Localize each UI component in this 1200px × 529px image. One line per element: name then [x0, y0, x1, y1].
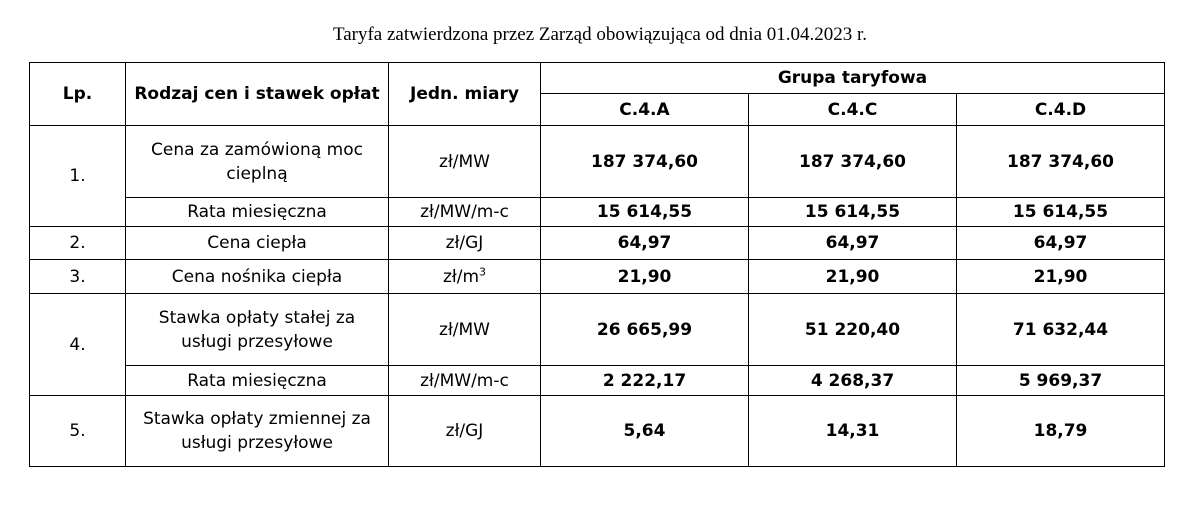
header-grupa-taryfowa: Grupa taryfowa: [541, 63, 1165, 94]
row-value-c4c: 64,97: [749, 227, 957, 260]
row-unit-exponent: 3: [479, 264, 487, 278]
row-name: Cena za zamówioną moc cieplną: [126, 126, 389, 198]
row-name: Rata miesięczna: [126, 366, 389, 396]
row-lp: 3.: [30, 260, 126, 294]
row-name: Cena nośnika ciepła: [126, 260, 389, 294]
row-value-c4c: 51 220,40: [749, 294, 957, 366]
row-unit-base: zł/m: [442, 266, 480, 287]
row-value-c4d: 64,97: [957, 227, 1165, 260]
row-value-c4a: 187 374,60: [541, 126, 749, 198]
row-unit: [389, 260, 541, 294]
row-unit: zł/GJ: [389, 227, 541, 260]
row-value-c4d: 187 374,60: [957, 126, 1165, 198]
row-value-c4d: 15 614,55: [957, 198, 1165, 227]
row-name: Stawka opłaty zmiennej za usługi przesyłowe: [126, 396, 389, 467]
table-row: [30, 366, 1165, 396]
row-unit: zł/MW/m-c: [389, 366, 541, 396]
header-row: [30, 63, 1165, 94]
header-group-c4d: C.4.D: [957, 94, 1165, 126]
row-lp: 5.: [30, 396, 126, 467]
row-lp: 2.: [30, 227, 126, 260]
row-value-c4d: 21,90: [957, 260, 1165, 294]
row-value-c4a: 2 222,17: [541, 366, 749, 396]
row-value-c4d: 18,79: [957, 396, 1165, 467]
header-group-c4a: C.4.A: [541, 94, 749, 126]
table-row: [30, 260, 1165, 294]
row-value-c4c: 14,31: [749, 396, 957, 467]
row-unit: zł/MW: [389, 126, 541, 198]
row-lp: 4.: [30, 294, 126, 396]
row-value-c4a: 64,97: [541, 227, 749, 260]
row-value-c4a: 21,90: [541, 260, 749, 294]
row-value-c4a: 15 614,55: [541, 198, 749, 227]
document-title: Taryfa zatwierdzona przez Zarząd obowiązująca od dnia 01.04.2023 r.: [332, 24, 868, 45]
table-row: [30, 126, 1165, 198]
header-rodzaj: Rodzaj cen i stawek opłat: [126, 63, 389, 126]
header-lp: Lp.: [30, 63, 126, 126]
row-lp: 1.: [30, 126, 126, 227]
row-name: Cena ciepła: [126, 227, 389, 260]
row-value-c4a: 5,64: [541, 396, 749, 467]
row-value-c4d: 71 632,44: [957, 294, 1165, 366]
table-row: [30, 396, 1165, 467]
row-unit: zł/MW/m-c: [389, 198, 541, 227]
header-jednostka: Jedn. miary: [389, 63, 541, 126]
row-value-c4d: 5 969,37: [957, 366, 1165, 396]
row-value-c4c: 21,90: [749, 260, 957, 294]
header-group-c4c: C.4.C: [749, 94, 957, 126]
table-row: [30, 198, 1165, 227]
row-unit: zł/GJ: [389, 396, 541, 467]
row-name: Stawka opłaty stałej za usługi przesyłowe: [126, 294, 389, 366]
row-value-c4a: 26 665,99: [541, 294, 749, 366]
table-row: [30, 227, 1165, 260]
row-unit: zł/MW: [389, 294, 541, 366]
row-value-c4c: 4 268,37: [749, 366, 957, 396]
row-value-c4c: 15 614,55: [749, 198, 957, 227]
table-row: [30, 294, 1165, 366]
row-name: Rata miesięczna: [126, 198, 389, 227]
tariff-table: [29, 62, 1165, 467]
row-value-c4c: 187 374,60: [749, 126, 957, 198]
